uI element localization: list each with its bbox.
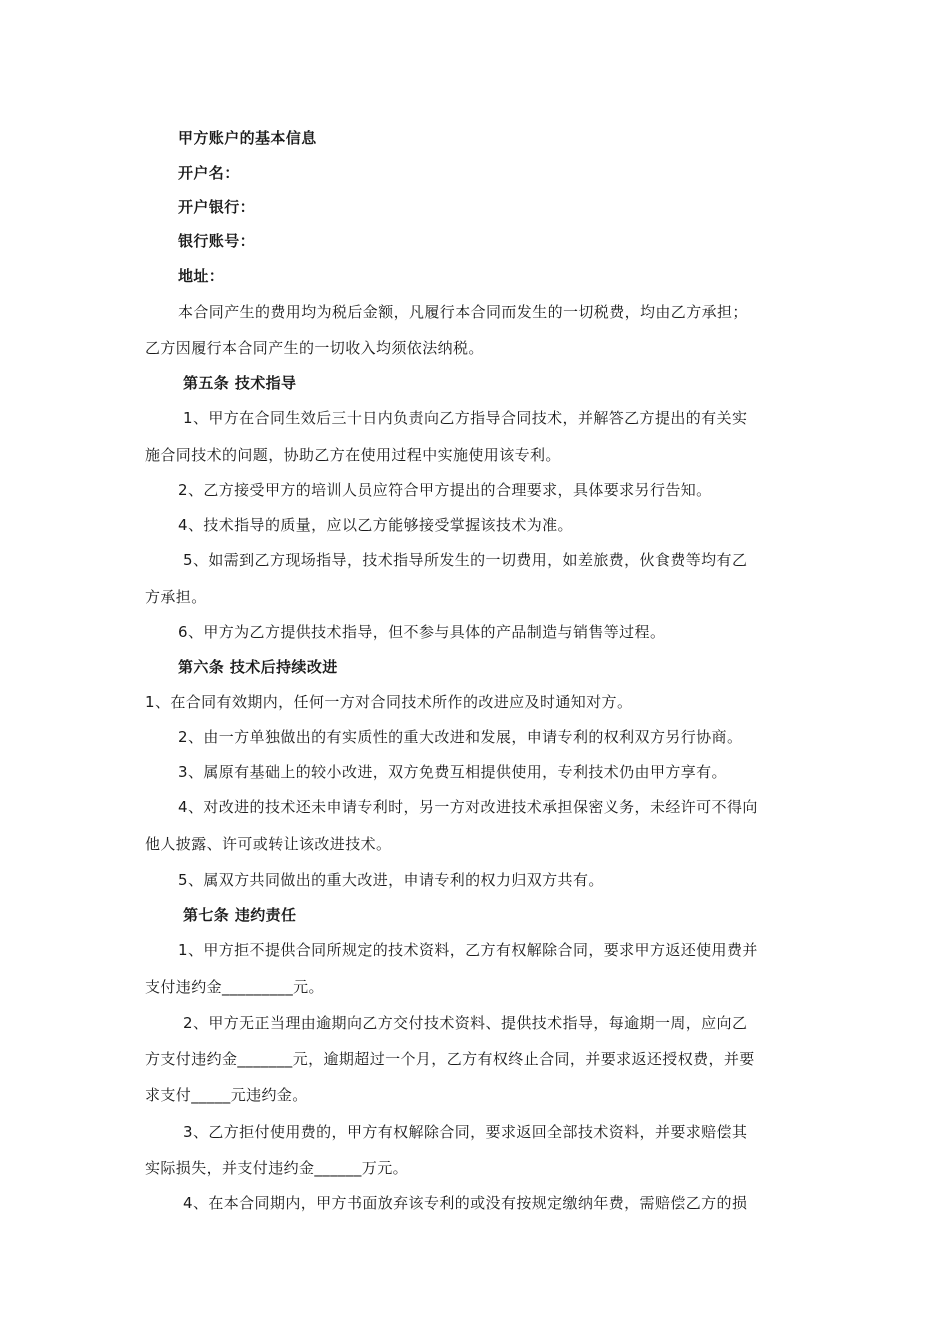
article-5-clause-4: 4、技术指导的质量，应以乙方能够接受掌握该技术为准。 — [178, 516, 573, 534]
article-5-heading: 第五条 技术指导 — [183, 374, 297, 392]
account-name-label: 开户名： — [178, 164, 240, 182]
account-bank-label: 开户银行： — [178, 198, 256, 216]
article-6-clause-4-line-2: 他人披露、许可或转让该改进技术。 — [145, 835, 392, 853]
article-7-clause-2-line-3: 求支付_____元违约金。 — [145, 1086, 308, 1104]
tax-paragraph-line-1: 本合同产生的费用均为税后金额，凡履行本合同而发生的一切税费，均由乙方承担； — [178, 303, 748, 321]
article-6-heading: 第六条 技术后持续改进 — [178, 658, 338, 676]
article-7-clause-1-line-2: 支付违约金_________元。 — [145, 978, 324, 996]
article-6-clause-1: 1、在合同有效期内，任何一方对合同技术所作的改进应及时通知对方。 — [145, 693, 633, 711]
account-info-title: 甲方账户的基本信息 — [178, 129, 317, 147]
article-6-clause-3: 3、属原有基础上的较小改进，双方免费互相提供使用，专利技术仍由甲方享有。 — [178, 763, 727, 781]
article-7-clause-3-line-1: 3、乙方拒付使用费的，甲方有权解除合同，要求返回全部技术资料，并要求赔偿其 — [183, 1123, 748, 1141]
article-6-clause-4-line-1: 4、对改进的技术还未申请专利时，另一方对改进技术承担保密义务，未经许可不得向 — [178, 798, 758, 816]
article-5-clause-6: 6、甲方为乙方提供技术指导，但不参与具体的产品制造与销售等过程。 — [178, 623, 666, 641]
article-7-clause-3-line-2: 实际损失，并支付违约金______万元。 — [145, 1159, 409, 1177]
article-7-clause-4-line-1: 4、在本合同期内，甲方书面放弃该专利的或没有按规定缴纳年费，需赔偿乙方的损 — [183, 1194, 748, 1212]
article-7-clause-1-line-1: 1、甲方拒不提供合同所规定的技术资料，乙方有权解除合同，要求甲方返还使用费并 — [178, 941, 758, 959]
account-address-label: 地址： — [178, 267, 225, 285]
article-5-clause-1-line-1: 1、甲方在合同生效后三十日内负责向乙方指导合同技术，并解答乙方提出的有关实 — [183, 409, 748, 427]
account-number-label: 银行账号： — [178, 232, 256, 250]
article-7-clause-2-line-2: 方支付违约金_______元，逾期超过一个月，乙方有权终止合同，并要求返还授权费，并要 — [145, 1050, 755, 1068]
article-5-clause-5-line-2: 方承担。 — [145, 588, 207, 606]
article-5-clause-1-line-2: 施合同技术的问题，协助乙方在使用过程中实施使用该专利。 — [145, 446, 561, 464]
article-6-clause-5: 5、属双方共同做出的重大改进，申请专利的权力归双方共有。 — [178, 871, 604, 889]
article-6-clause-2: 2、由一方单独做出的有实质性的重大改进和发展，申请专利的权利双方另行协商。 — [178, 728, 743, 746]
article-7-heading: 第七条 违约责任 — [183, 906, 297, 924]
article-5-clause-2: 2、乙方接受甲方的培训人员应符合甲方提出的合理要求，具体要求另行告知。 — [178, 481, 712, 499]
article-5-clause-5-line-1: 5、如需到乙方现场指导，技术指导所发生的一切费用，如差旅费，伙食费等均有乙 — [183, 551, 748, 569]
tax-paragraph-line-2: 乙方因履行本合同产生的一切收入均须依法纳税。 — [145, 339, 484, 357]
article-7-clause-2-line-1: 2、甲方无正当理由逾期向乙方交付技术资料、提供技术指导，每逾期一周，应向乙 — [183, 1014, 748, 1032]
